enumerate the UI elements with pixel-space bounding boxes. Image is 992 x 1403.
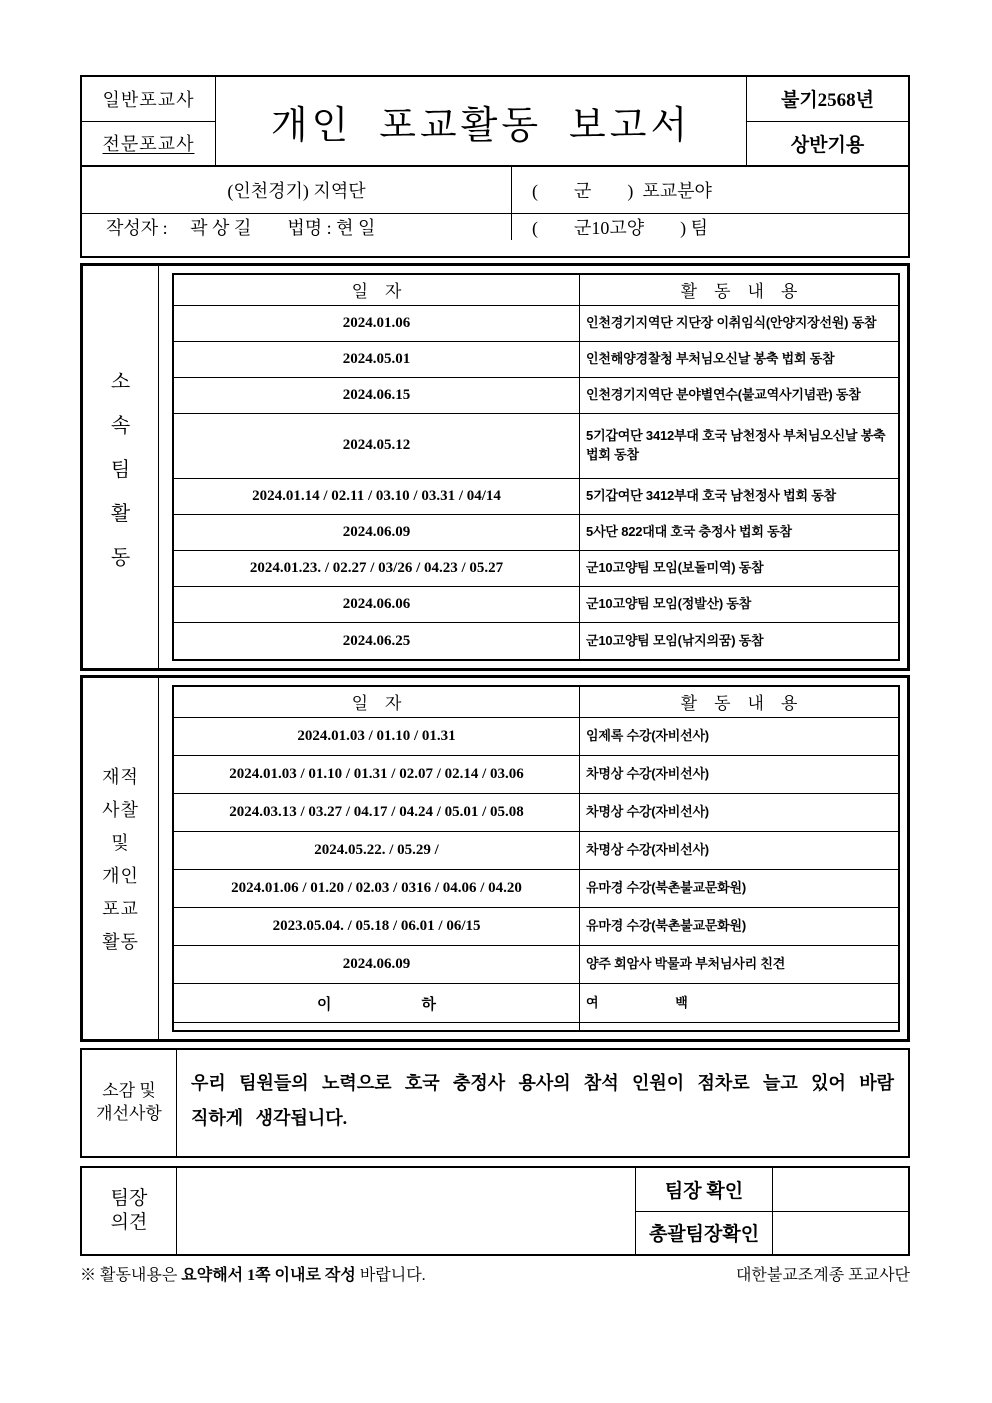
remarks-section [80,1048,910,1158]
activity-cell: 군10고양팀 모임(정발산) 동참 [580,587,899,623]
date-cell: 2024.06.09 [173,946,580,984]
table-row [173,514,899,550]
date-cell: 2024.01.03 / 01.10 / 01.31 / 02.07 / 02.14 / 03.06 [173,755,580,793]
date-cell: 2024.01.06 / 01.20 / 02.03 / 0316 / 04.06 / 04.20 [173,870,580,908]
table-header-row [173,686,899,717]
table-row [173,551,899,587]
report-title: 개인 포교활동 보고서 [270,104,692,147]
writer-name: 작성자 : 곽 상 길 법명 : 현 일 [82,214,512,240]
label-line: 팀장 [110,1188,148,1210]
table-row [173,755,899,793]
activity-cell: 양주 회암사 박물과 부처님사리 친견 [580,946,899,984]
label-line: 활동 [102,932,139,952]
date-cell: 2024.05.01 [173,341,580,377]
period-label: 상반기용 [790,134,865,156]
label-line: 소 [110,370,131,393]
personal-activity-table [172,685,900,1032]
team-activity-section [80,263,910,671]
confirmation-block [635,1168,908,1254]
label-line: 소감 및 [102,1081,156,1101]
general-leader-confirm-label: 총괄팀장확인 [636,1212,773,1255]
activity-cell: 5기갑여단 3412부대 호국 남천정사 부처님오신날 봉축 법회 동참 [580,414,899,479]
leader-confirm-label: 팀장 확인 [636,1168,773,1211]
date-cell: 2024.06.25 [173,623,580,660]
table-row [173,984,899,1022]
team-activity-section-label [83,266,159,668]
region-group: (인천경기) 지역단 [82,167,512,213]
activity-cell: 군10고양팀 모임(보돌미역) 동참 [580,551,899,587]
general-leader-signature-box [773,1212,908,1255]
opinion-label [82,1168,177,1254]
activity-cell: 인천경기지역단 지단장 이취임식(안양지장선원) 동참 [580,305,899,341]
table-row [173,305,899,341]
era-period-cells [746,77,908,165]
date-cell: 2024.03.13 / 03.27 / 04.17 / 04.24 / 05.01 / 05.08 [173,793,580,831]
activity-cell: 유마경 수강(북촌불교문화원) [580,870,899,908]
label-line: 속 [110,414,131,437]
label-line: 개선사항 [96,1104,162,1123]
label-line: 팀 [110,458,131,481]
label-line: 사찰 [102,800,139,820]
activity-cell: 차명상 수강(자비선사) [580,831,899,869]
table-row [173,1022,899,1031]
table-row [173,341,899,377]
label-line: 활 [110,502,131,525]
region-row [82,167,908,214]
table-row [173,587,899,623]
label-line: 포교 [102,899,139,919]
table-row [173,414,899,479]
activity-cell: 유마경 수강(북촌불교문화원) [580,908,899,946]
date-column-header: 일 자 [173,274,580,305]
table-row [173,793,899,831]
personal-activity-section-label [83,678,159,1039]
label-line: 의견 [110,1212,148,1233]
leader-confirm-row [636,1168,908,1212]
activity-cell: 5사단 822대대 호국 충정사 법회 동참 [580,514,899,550]
date-column-header: 일 자 [173,686,580,717]
table-row [173,478,899,514]
writer-row [82,214,908,240]
missionary-type-general: 일반포교사 [82,77,215,122]
activity-cell: 차명상 수강(자비선사) [580,755,899,793]
mission-field: ( 군 ) 포교분야 [532,181,712,201]
date-cell: 2024.01.23. / 02.27 / 03/26 / 04.23 / 05.27 [173,551,580,587]
activity-cell [580,1022,899,1031]
organization-name: 대한불교조계종 포교사단 [735,1267,910,1284]
footnote-instruction: ※ 활동내용은 요약해서 1쪽 이내로 작성 바랍니다. [80,1267,426,1284]
activity-cell: 5기갑여단 3412부대 호국 남천정사 법회 동참 [580,478,899,514]
label-line: 재적 [102,767,139,787]
date-cell: 2024.05.12 [173,414,580,479]
table-row [173,831,899,869]
personal-activity-table-wrap [172,685,900,1032]
date-cell: 2024.01.03 / 01.10 / 01.31 [173,717,580,755]
remarks-text: 우리 팀원들의 노력으로 호국 충정사 용사의 참석 인원이 점차로 늘고 있어 바람직하게 생각됩니다. [191,1073,894,1129]
missionary-type-professional: 전문포교사 [102,134,195,155]
date-cell: 2024.05.22. / 05.29 / [173,831,580,869]
date-cell: 2024.01.14 / 02.11 / 03.10 / 03.31 / 04/14 [173,478,580,514]
date-cell: 2024.06.09 [173,514,580,550]
personal-activity-section [80,675,910,1042]
table-header-row [173,274,899,305]
table-row [173,870,899,908]
leader-signature-box [773,1168,908,1211]
missionary-type-cells [82,77,216,165]
table-row [173,946,899,984]
label-line: 및 [111,833,130,853]
team-activity-table [172,273,900,661]
table-row [173,623,899,660]
date-cell: 2024.06.15 [173,377,580,413]
activity-column-header: 활 동 내 용 [580,274,899,305]
remarks-label [82,1050,177,1156]
date-cell [173,1022,580,1031]
report-header [80,75,910,258]
activity-cell: 임제록 수강(자비선사) [580,717,899,755]
opinion-blank-area [177,1168,635,1254]
general-leader-confirm-row [636,1212,908,1255]
footnote [80,1262,910,1285]
date-cell: 이 하 [173,984,580,1022]
date-cell: 2024.06.06 [173,587,580,623]
label-line: 개인 [102,866,139,886]
team-activity-table-wrap [172,273,900,661]
activity-column-header: 활 동 내 용 [580,686,899,717]
table-row [173,377,899,413]
date-cell: 2024.01.06 [173,305,580,341]
buddhist-era: 불기2568년 [747,77,908,122]
header-title-row [82,77,908,167]
activity-cell: 인천경기지역단 분야별연수(불교역사기념관) 동참 [580,377,899,413]
activity-cell: 여 백 [580,984,899,1022]
date-cell: 2023.05.04. / 05.18 / 06.01 / 06/15 [173,908,580,946]
activity-cell: 군10고양팀 모임(낚지의꿈) 동참 [580,623,899,660]
team-name: ( 군10고양 ) 팀 [532,218,709,238]
table-row [173,717,899,755]
label-line: 동 [110,546,131,569]
activity-cell: 인천해양경찰청 부처님오신날 봉축 법회 동참 [580,341,899,377]
activity-cell: 차명상 수강(자비선사) [580,793,899,831]
table-row [173,908,899,946]
opinion-section [80,1166,910,1256]
